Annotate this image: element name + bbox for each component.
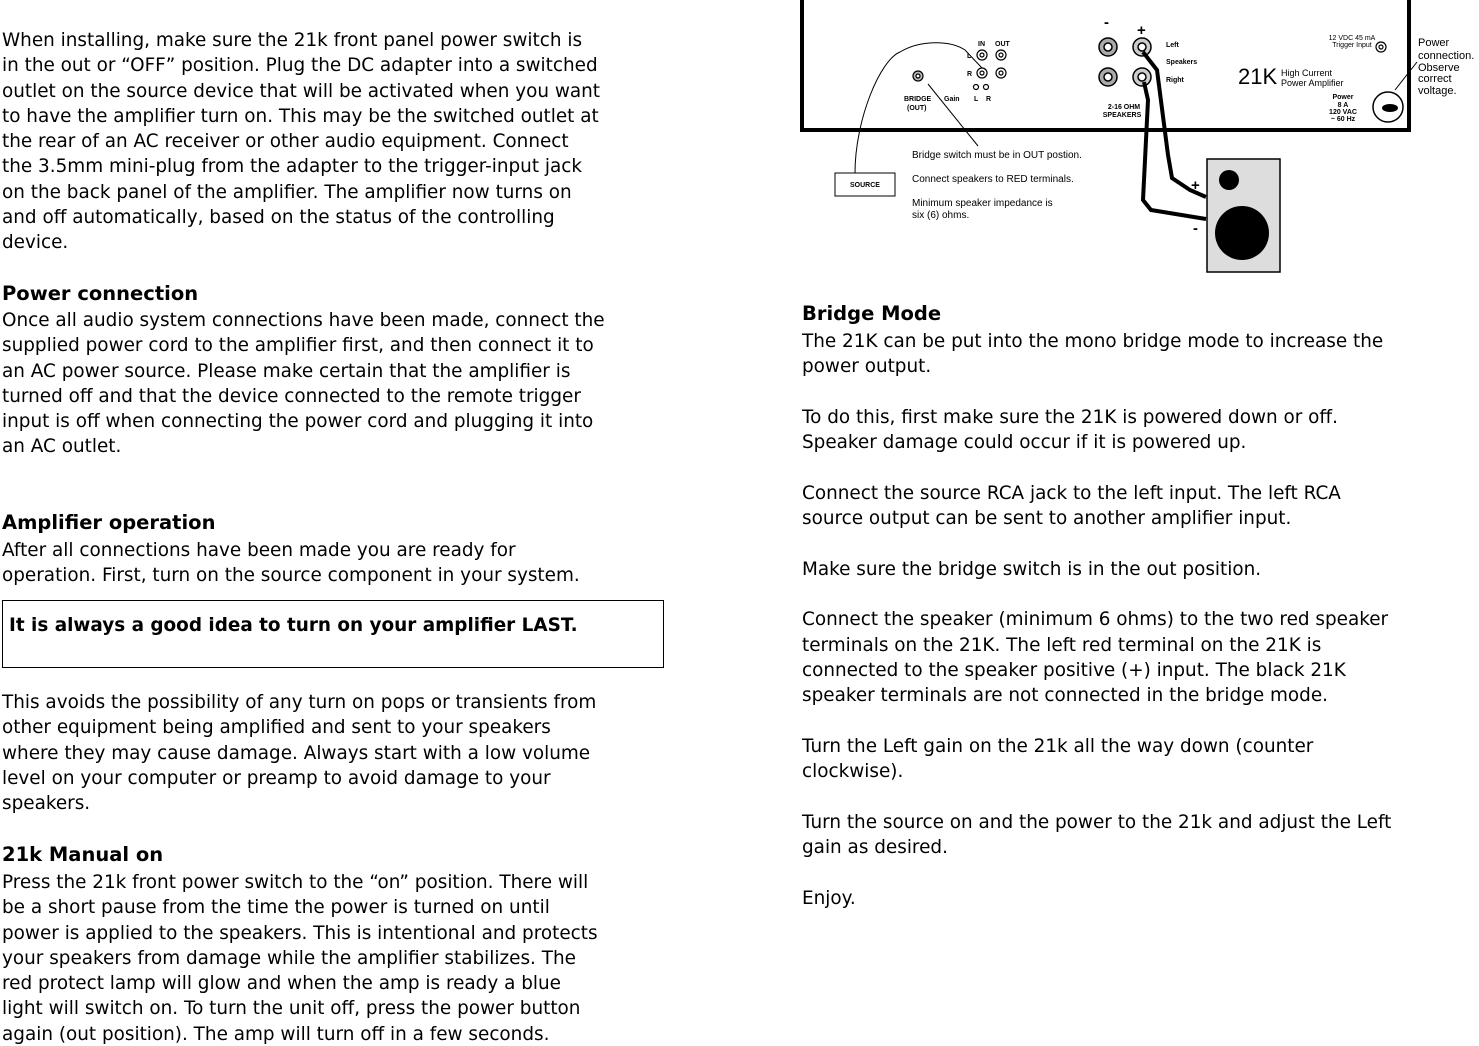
- text-line: outlet on the source device that will be activated when you want: [2, 80, 601, 102]
- text-line: Connect the speaker (minimum 6 ohms) to the two red speaker: [802, 609, 1389, 631]
- source-label: SOURCE: [850, 182, 880, 189]
- text-line: an AC outlet.: [2, 436, 122, 458]
- model-sub-label: High Current: [1281, 68, 1333, 78]
- text-line: [802, 455, 1391, 480]
- text-line: Enjoy.: [802, 887, 856, 909]
- text-line: Speaker damage could occur if it is powered up.: [802, 432, 1247, 454]
- text-line: Turn the Left gain on the 21k all the way down (counter: [802, 735, 1314, 757]
- speakers-ohm-label: SPEAKERS: [1102, 112, 1142, 119]
- power-note-line: voltage.: [1418, 85, 1457, 97]
- power-note-line: Observe: [1418, 62, 1460, 74]
- in-label: IN: [978, 41, 985, 48]
- power-note-line: correct: [1418, 73, 1452, 85]
- speakers-label: Speakers: [1166, 59, 1198, 66]
- text-line: Press the 21k front power switch to the “on” position. There will: [2, 872, 589, 893]
- out-label: OUT: [995, 41, 1010, 48]
- model-label: 21K: [1238, 64, 1278, 89]
- manual-on-heading: [2, 842, 163, 867]
- bridge-out-label: (OUT): [907, 105, 927, 112]
- model-sub-label: Power Amplifier: [1281, 78, 1344, 88]
- text-line: power output.: [802, 356, 932, 378]
- heading-text: Bridge Mode: [802, 302, 942, 325]
- volts-label: 120 VAC: [1329, 109, 1357, 116]
- text-line: When installing, make sure the 21k front panel power switch is: [2, 30, 583, 51]
- gain-l-label: L: [974, 96, 979, 103]
- bridge-mode-heading: [802, 301, 941, 326]
- text-line: [802, 531, 1391, 556]
- speaker-minus-label: -: [1193, 220, 1198, 237]
- speaker-plus-label: +: [1191, 177, 1200, 194]
- text-line: gain as desired.: [802, 836, 948, 858]
- gain-r-label: R: [986, 96, 992, 103]
- text-line: again (out position). The amp will turn off in a few seconds.: [2, 1023, 550, 1045]
- bridge-label: BRIDGE: [904, 96, 932, 103]
- text-line: [802, 708, 1391, 733]
- text-line: where they may cause damage. Always start with a low volume: [2, 742, 591, 764]
- hertz-label: ~ 60 Hz: [1330, 116, 1356, 123]
- text-line: in the out or “OFF” position. Plug the DC adapter into a switched: [2, 55, 598, 77]
- text-line: source output can be sent to another amplifier input.: [802, 508, 1292, 530]
- amplifier-operation-paragraph: [2, 538, 580, 589]
- manual-on-paragraph: [2, 870, 598, 1046]
- minus-label: -: [1104, 14, 1109, 31]
- text-line: the 3.5mm mini-plug from the adapter to the trigger-input jack: [2, 156, 583, 178]
- heading-text: 21k Manual on: [2, 843, 164, 866]
- text-line: light will switch on. To turn the unit off, press the power button: [2, 998, 581, 1020]
- wiring-note: six (6) ohms.: [912, 210, 970, 221]
- amps-label: 8 A: [1337, 102, 1349, 109]
- text-line: supplied power cord to the amplifier first, and then connect it to: [2, 335, 594, 357]
- tweeter: [1219, 170, 1239, 190]
- power-connection-paragraph: [2, 308, 605, 460]
- bridge-mode-paragraph: [802, 329, 1391, 911]
- note-text: It is always a good idea to turn on your amplifier LAST.: [9, 615, 578, 636]
- trigger-input-label: Trigger Input: [1332, 42, 1372, 49]
- text-line: To do this, first make sure the 21K is powered down or off.: [802, 406, 1338, 428]
- bridge-wiring-diagram: [0, 0, 1479, 290]
- note-box: [2, 600, 664, 668]
- gain-label: Gain: [944, 96, 960, 103]
- text-line: and off automatically, based on the status of the controlling: [2, 207, 555, 229]
- text-line: Make sure the bridge switch is in the out position.: [802, 558, 1262, 580]
- text-line: connected to the speaker positive (+) input. The black 21K: [802, 659, 1346, 681]
- heading-text: Power connection: [2, 282, 199, 305]
- wiring-notes: [912, 150, 1082, 221]
- wiring-note: Bridge switch must be in OUT postion.: [912, 150, 1082, 161]
- left-label: Left: [1166, 42, 1179, 49]
- text-line: your speakers from damage while the amplifier stabilizes. The: [2, 947, 576, 969]
- text-line: to have the amplifier turn on. This may be the switched outlet at: [2, 105, 599, 127]
- text-line: an AC power source. Please make certain that the amplifier is: [2, 360, 571, 382]
- text-line: other equipment being amplified and sent to your speakers: [2, 717, 551, 739]
- trigger-spec-label: 12 VDC 45 mA: [1328, 35, 1376, 42]
- wiring-note: Connect speakers to RED terminals.: [912, 174, 1074, 185]
- plus-label: +: [1137, 22, 1146, 39]
- text-line: turned off and that the device connected to the remote trigger: [2, 385, 581, 407]
- text-line: power is applied to the speakers. This is intentional and protects: [2, 922, 598, 944]
- text-line: Connect the source RCA jack to the left input. The left RCA: [802, 482, 1341, 504]
- power-note: [1418, 37, 1474, 97]
- text-line: operation. First, turn on the source component in your system.: [2, 565, 580, 587]
- ohm-label: 2-16 OHM: [1107, 104, 1141, 111]
- text-line: the rear of an AC receiver or other audio equipment. Connect: [2, 131, 569, 153]
- text-line: speaker terminals are not connected in the bridge mode.: [802, 685, 1328, 707]
- text-line: on the back panel of the amplifier. The amplifier now turns on: [2, 181, 572, 203]
- woofer: [1215, 206, 1269, 260]
- avoid-paragraph: [2, 690, 596, 816]
- l-label: L: [967, 53, 972, 60]
- text-line: input is off when connecting the power cord and plugging it into: [2, 411, 594, 433]
- text-line: Once all audio system connections have been made, connect the: [2, 310, 605, 331]
- wiring-note: Minimum speaker impedance is: [912, 198, 1053, 209]
- text-line: level on your computer or preamp to avoid damage to your: [2, 767, 551, 789]
- text-line: [802, 582, 1391, 607]
- text-line: clockwise).: [802, 761, 904, 783]
- text-line: device.: [2, 232, 69, 254]
- text-line: terminals on the 21K. The left red terminal on the 21K is: [802, 634, 1322, 656]
- power-note-line: Power: [1418, 37, 1450, 49]
- heading-text: Amplifier operation: [2, 511, 216, 534]
- text-line: [802, 784, 1391, 809]
- power-label: Power: [1332, 94, 1354, 101]
- text-line: This avoids the possibility of any turn on pops or transients from: [2, 692, 597, 713]
- text-line: Turn the source on and the power to the 21k and adjust the Left: [802, 811, 1392, 833]
- text-line: [802, 380, 1391, 405]
- text-line: speakers.: [2, 793, 91, 815]
- power-note-line: connection.: [1418, 50, 1475, 62]
- text-line: The 21K can be put into the mono bridge mode to increase the: [802, 331, 1384, 352]
- text-line: be a short pause from the time the power is turned on until: [2, 897, 550, 919]
- power-inlet-slot: [1382, 104, 1398, 112]
- amplifier-operation-heading: [2, 510, 215, 535]
- text-line: red protect lamp will glow and when the amp is ready a blue: [2, 973, 561, 995]
- r-label: R: [967, 71, 973, 78]
- text-line: After all connections have been made you are ready for: [2, 540, 516, 561]
- text-line: [802, 860, 1391, 885]
- right-label: Right: [1166, 77, 1184, 84]
